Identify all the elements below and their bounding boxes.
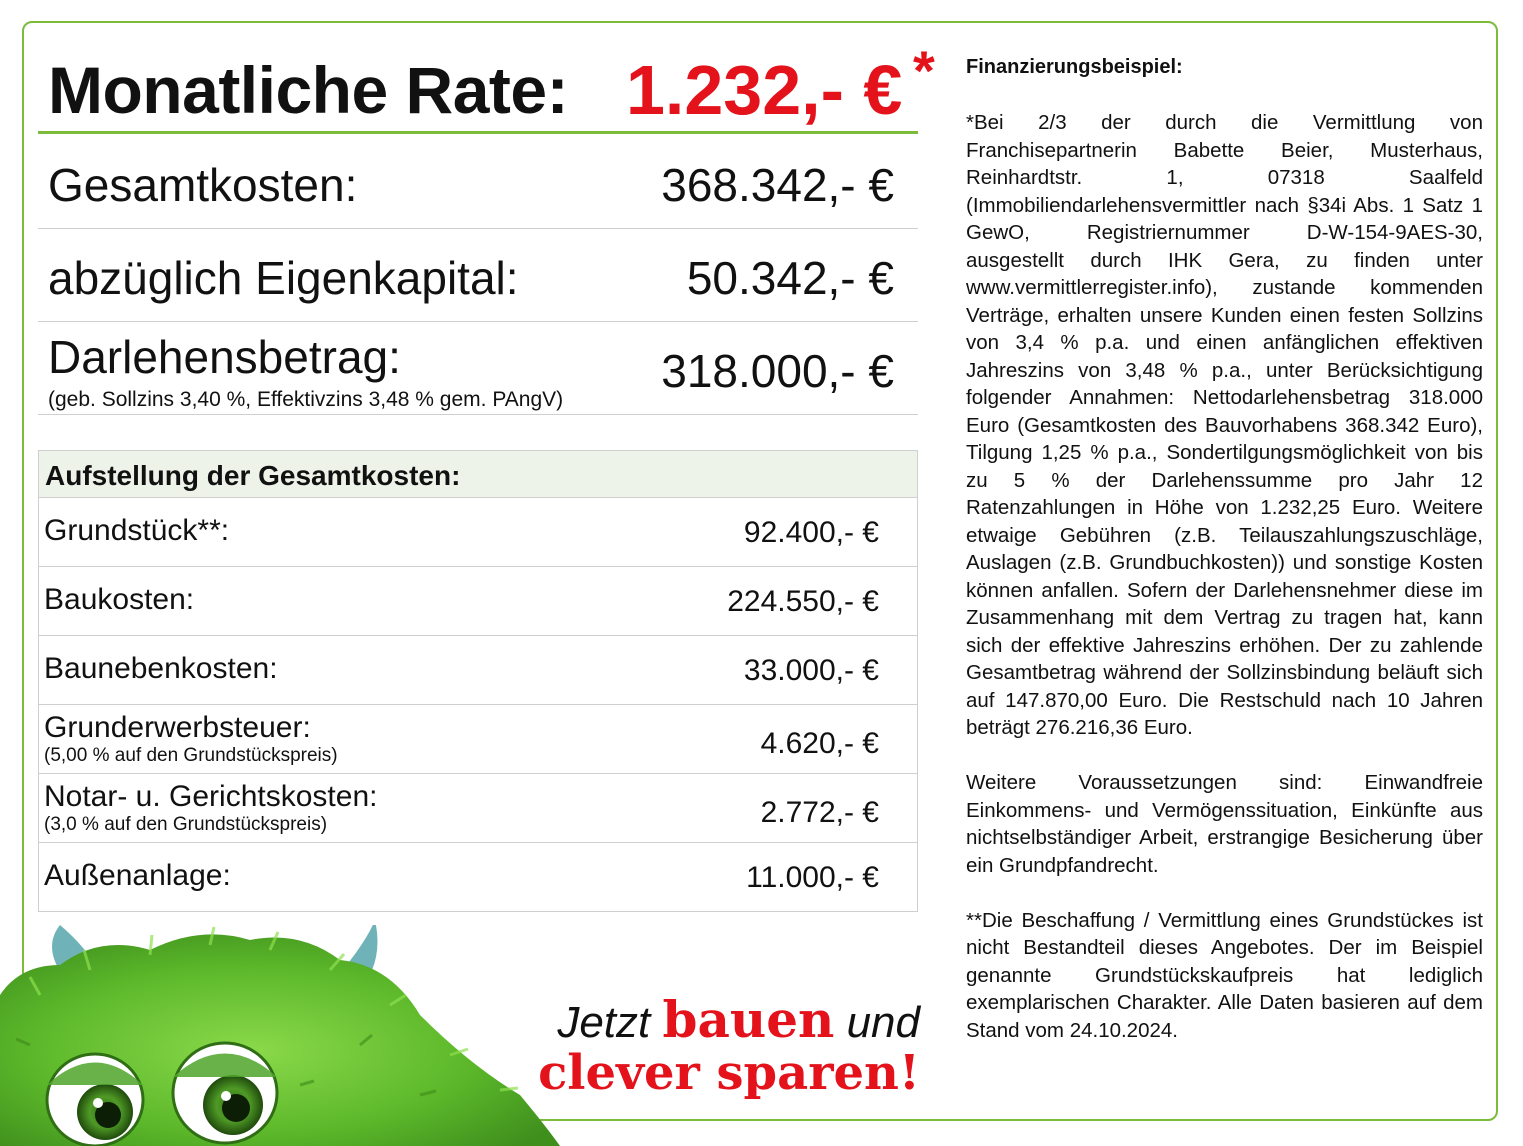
summary-value: 318.000,- €	[661, 345, 894, 397]
cost-table	[38, 450, 918, 912]
row-label: Grundstück**:	[44, 514, 230, 547]
row-sub: (3,0 % auf den Grundstückspreis)	[44, 814, 328, 835]
row-label: Außenanlage:	[44, 859, 231, 892]
row-value: 92.400,- €	[743, 516, 879, 549]
financing-paragraph-3: **Die Beschaffung / Vermittlung eines Grundstückes ist nicht Bestandteil dieses Angebotes. Der im Beispiel genannte Grundstückskaufpreis hat lediglich exemplarischen Charakter. Alle Daten basieren auf dem Stand vom 24.10.2024.	[966, 908, 1483, 1042]
row-value: 2.772,- €	[760, 796, 879, 829]
summary-label: abzüglich Eigenkapital:	[48, 252, 519, 304]
table-row	[39, 773, 917, 842]
table-row	[39, 497, 917, 566]
row-sub: (5,00 % auf den Grundstückspreis)	[44, 745, 338, 766]
financing-example	[966, 54, 1483, 1044]
summary-label: Darlehensbetrag:	[48, 331, 401, 383]
slogan-post: und	[834, 998, 920, 1047]
summary-row-darlehensbetrag	[38, 322, 918, 415]
slogan-line-2: clever sparen!	[538, 1045, 920, 1101]
slogan-line-1	[520, 990, 920, 1049]
row-value: 224.550,- €	[727, 585, 879, 618]
table-row	[39, 704, 917, 773]
financing-title: Finanzierungsbeispiel:	[966, 56, 1183, 78]
slogan	[520, 990, 920, 1101]
summary-label: Gesamtkosten:	[48, 159, 358, 211]
cost-table-heading	[39, 451, 917, 497]
financing-paragraph-1: *Bei 2/3 der durch die Vermittlung von Franchisepartnerin Babette Beier, Musterhaus, Reinhardtstr. 1, 07318 Saalfeld (Immobiliendarlehensvermittler nach §34i Abs. 1 Satz 1 GewO, Registriernummer D-W-154-9AES-30, ausgestellt durch IHK Gera, zu finden unter www.vermittlerregister.info), zustande kommenden Verträge, erhalten unsere Kunden einen festen Sollzins von 3,4 % p.a. und einen anfänglichen effektiven Jahreszins von 3,48 % p.a., unter Berücksichtigung folgender Annahmen: Nettodarlehensbetrag 318.000 Euro (Gesamtkosten des Bauvorhabens 368.342 Euro), Tilgung 1,25 % p.a., Sondertilgungsmöglichkeit von bis zu 5 % der Darlehenssumme pro Jahr 12 Ratenzahlungen in Höhe von 1.232,25 Euro. Weitere etwaige Gebühren (z.B. Teilauszahlungszuschläge, Auslagen (z.B. Grundbuchkosten)) und sonstige Kosten können anfallen. Sofern der Darlehensnehmer diese im Zusammenhang mit dem Vertrag zu tragen hat, kann sich der effektive Jahreszins erhöhen. Der zu zahlende Gesamtbetrag während der Sollzinsbindung beläuft sich auf 147.870,00 Euro. Die Restschuld nach 10 Jahren beträgt 276.216,36 Euro.	[966, 111, 1483, 739]
financing-paragraph-2: Weitere Voraussetzungen sind: Einwandfreie Einkommens- und Vermögenssituation, Einkünfte aus nichtselbständiger Arbeit, erstrangige Besicherung über ein Grundpfandrecht.	[966, 771, 1483, 877]
monthly-rate	[48, 39, 948, 134]
summary-row-eigenkapital	[38, 229, 918, 322]
slogan-strong: bauen	[662, 990, 835, 1049]
slogan-pre: Jetzt	[557, 998, 663, 1047]
row-value: 33.000,- €	[743, 654, 879, 687]
green-furry-monster-icon	[0, 925, 560, 1146]
row-value: 11.000,- €	[746, 861, 879, 894]
row-label: Baunebenkosten:	[44, 652, 278, 685]
summary-row-gesamtkosten	[38, 136, 918, 229]
summary-value: 368.342,- €	[661, 159, 894, 211]
divider-green	[38, 131, 918, 134]
rate-value: 1.232,- €	[626, 51, 903, 129]
row-label: Notar- u. Gerichtskosten:	[44, 780, 378, 813]
cost-table-title: Aufstellung der Gesamtkosten:	[45, 460, 461, 491]
rate-label: Monatliche Rate:	[48, 53, 569, 127]
table-row	[39, 635, 917, 704]
row-label: Grunderwerbsteuer:	[44, 711, 311, 744]
row-label: Baukosten:	[44, 583, 195, 616]
table-row	[39, 842, 917, 911]
table-row	[39, 566, 917, 635]
summary-sub: (geb. Sollzins 3,40 %, Effektivzins 3,48 % gem. PAngV)	[48, 388, 564, 411]
summary-value: 50.342,- €	[686, 252, 894, 304]
rate-footnote-star: *	[913, 39, 935, 102]
row-value: 4.620,- €	[760, 727, 879, 760]
